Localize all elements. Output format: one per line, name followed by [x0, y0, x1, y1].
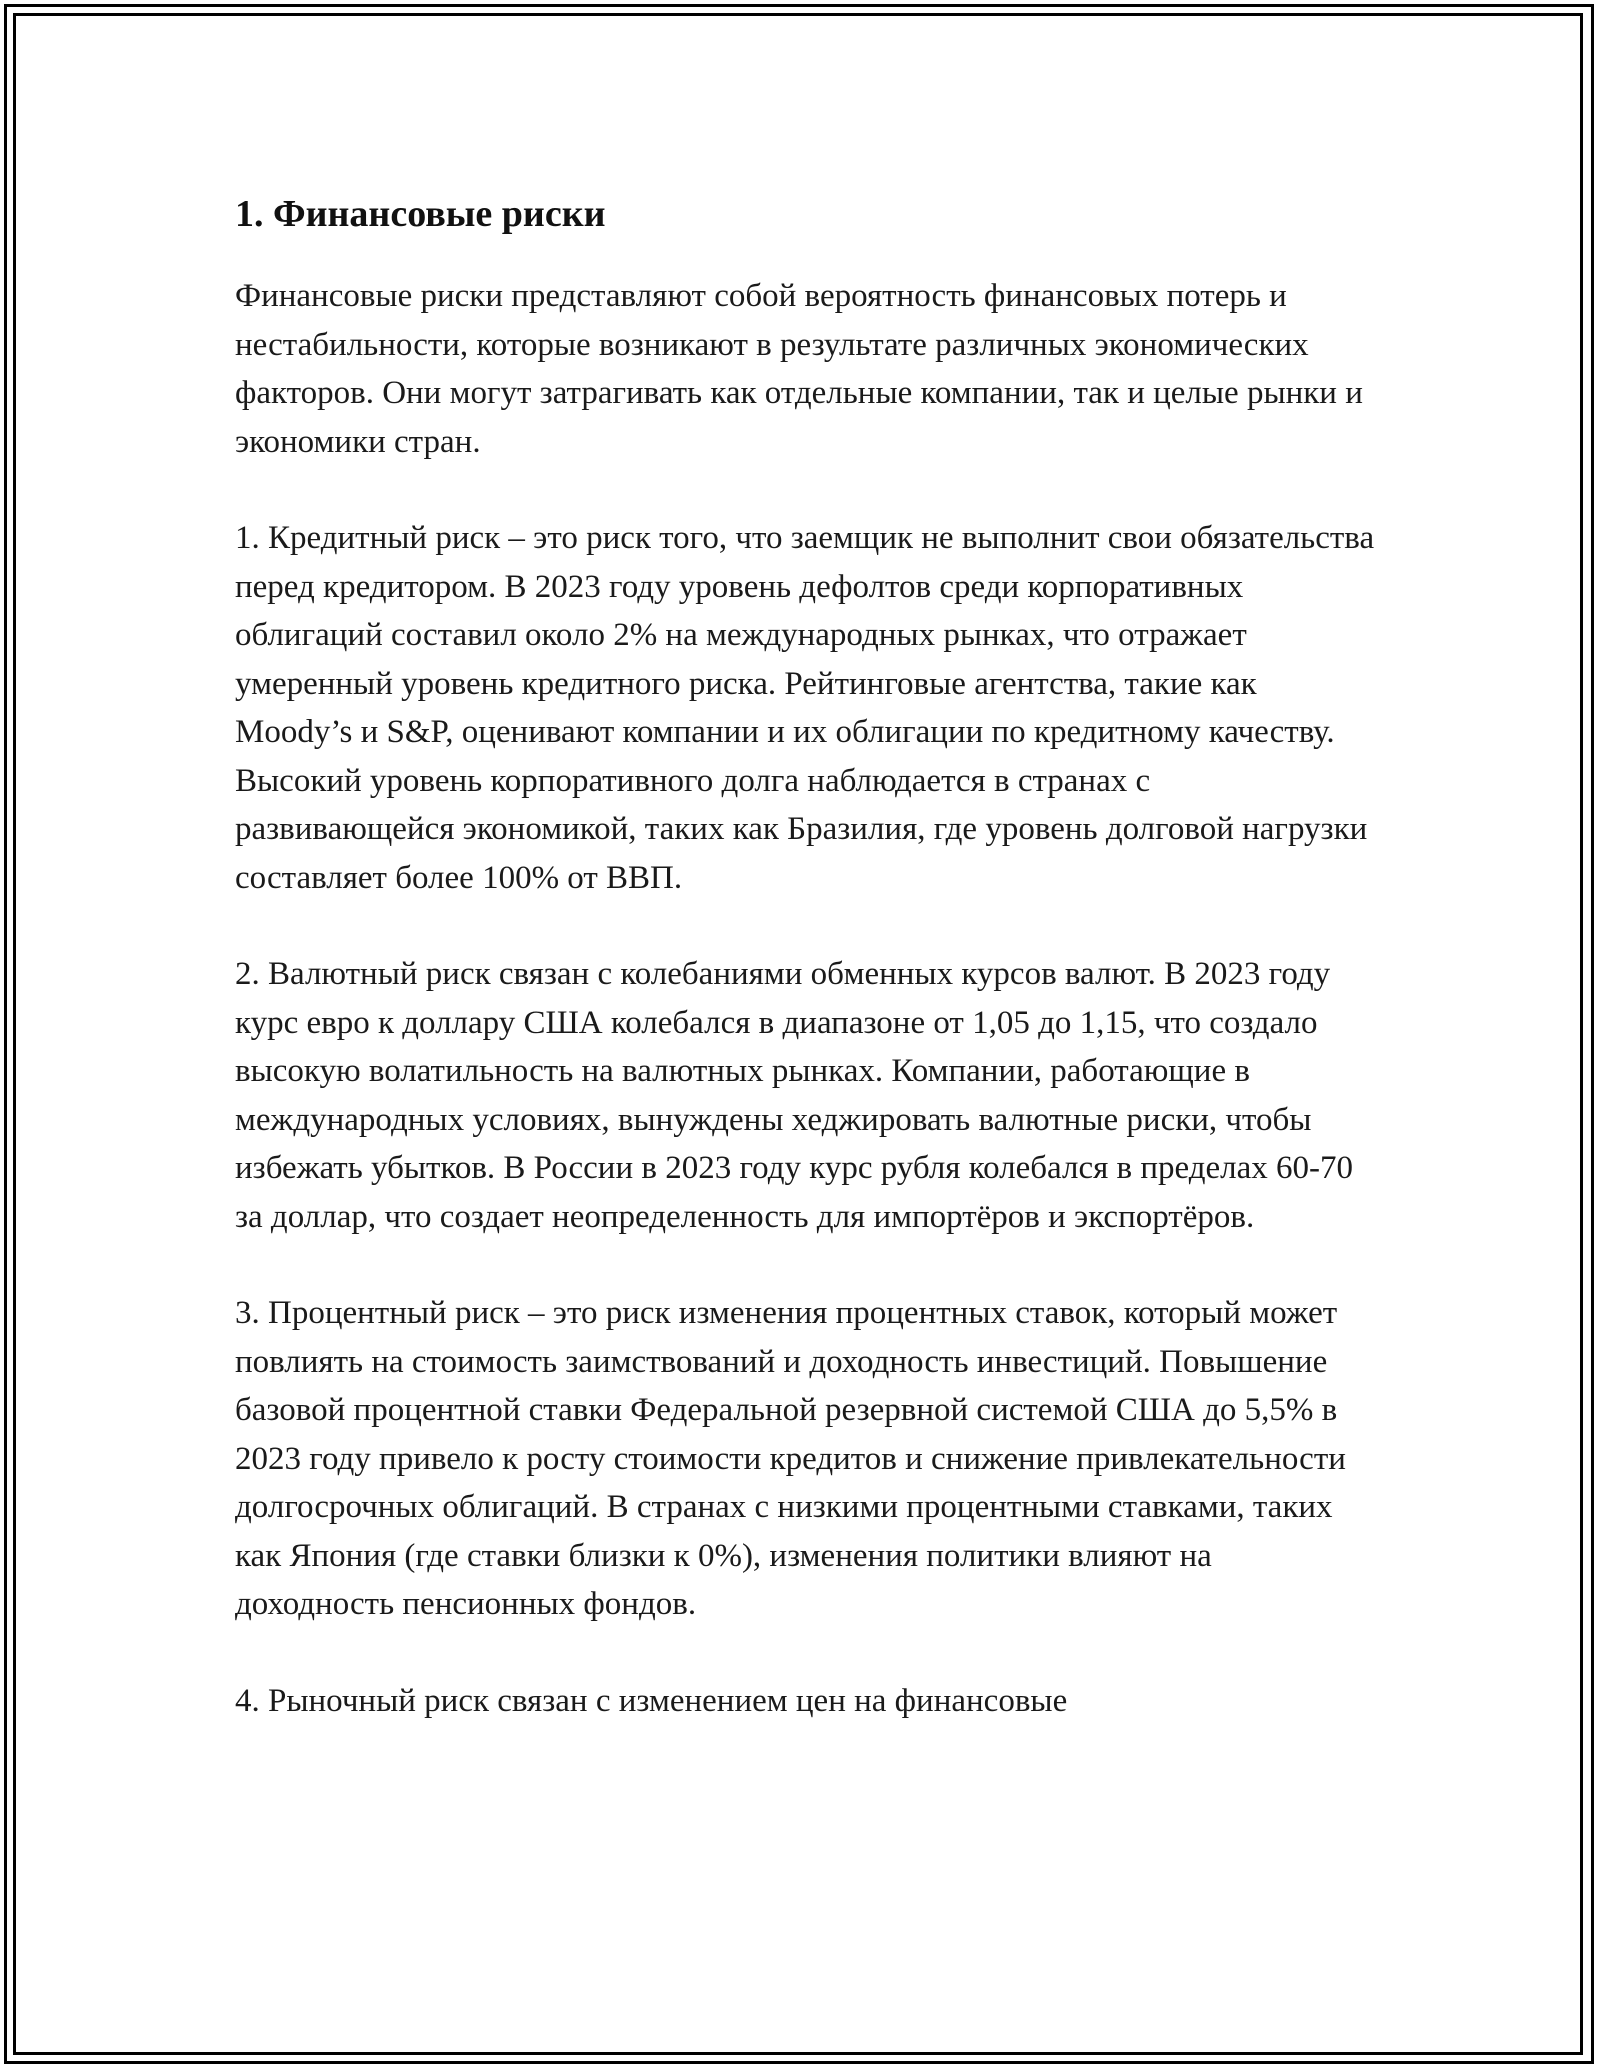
- interest-rate-risk-paragraph: 3. Процентный риск – это риск изменения процентных ставок, который может повлиять на стоимость заимствований и доходность инвестиций. Повышение базовой процентной ставки Федеральной резервной системой США до 5,5% в 2023 году привело к росту стоимости кредитов и снижение привлекательности долгосрочных облигаций. В странах с низкими процентными ставками, таких как Япония (где ставки близки к 0%), изменения политики влияют на доходность пенсионных фондов.: [235, 1295, 1346, 1622]
- section-heading: 1. Финансовые риски: [235, 193, 606, 235]
- intro-paragraph: Финансовые риски представляют собой вероятность финансовых потерь и нестабильности, которые возникают в результате различных экономических факторов. Они могут затрагивать как отдельные компании, так и целые рынки и экономики стран.: [235, 278, 1363, 460]
- credit-risk-paragraph: 1. Кредитный риск – это риск того, что заемщик не выполнит свои обязательства перед кредитором. В 2023 году уровень дефолтов среди корпоративных облигаций составил около 2% на международных рынках, что отражает умеренный уровень кредитного риска. Рейтинговые агентства, такие как Moody’s и S&P, оценивают компании и их облигации по кредитному качеству. Высокий уровень корпоративного долга наблюдается в странах с развивающейся экономикой, таких как Бразилия, где уровень долговой нагрузки составляет более 100% от ВВП.: [235, 520, 1375, 896]
- currency-risk-paragraph: 2. Валютный риск связан с колебаниями обменных курсов валют. В 2023 году курс евро к доллару США колебался в диапазоне от 1,05 до 1,15, что создало высокую волатильность на валютных рынках. Компании, работающие в международных условиях, вынуждены хеджировать валютные риски, чтобы избежать убытков. В России в 2023 году курс рубля колебался в пределах 60-70 за доллар, что создает неопределенность для импортёров и экспортёров.: [235, 956, 1354, 1235]
- market-risk-paragraph: 4. Рыночный риск связан с изменением цен на финансовые: [235, 1682, 1068, 1719]
- document-body: [235, 186, 1375, 1725]
